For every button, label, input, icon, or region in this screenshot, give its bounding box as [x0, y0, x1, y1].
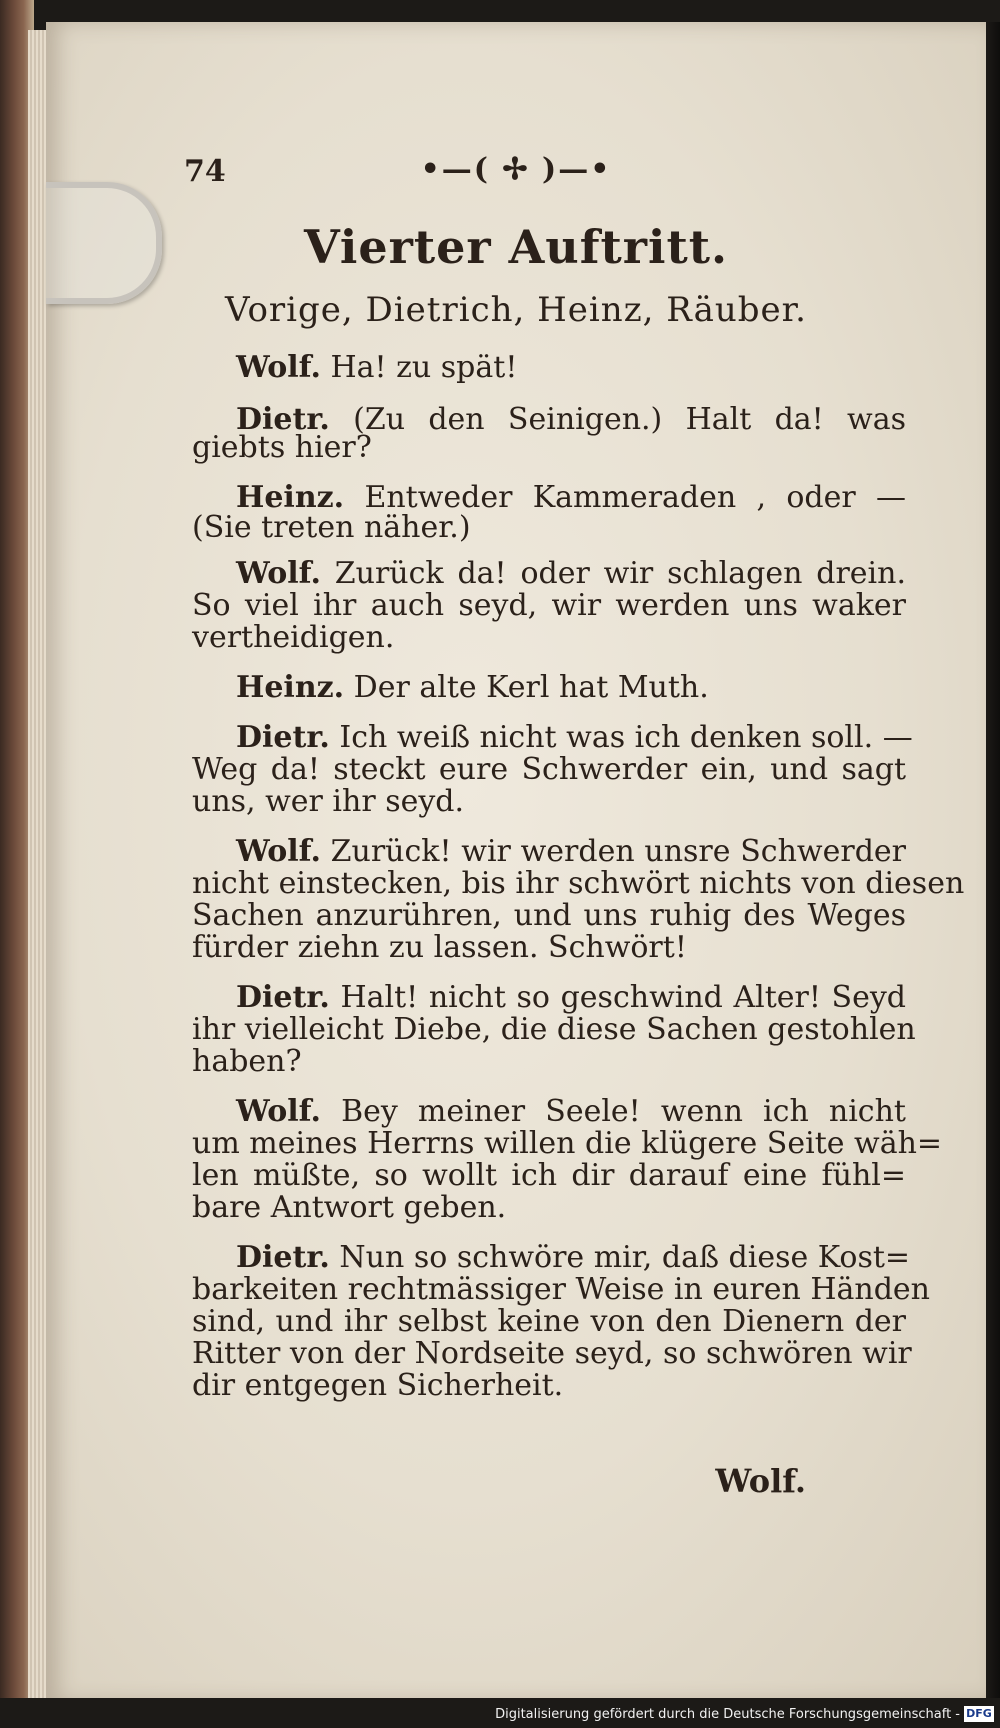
dialogue-line — [192, 1160, 906, 1192]
speaker-name: Dietr. — [236, 980, 330, 1015]
dialogue-line — [236, 1240, 911, 1275]
line-text: vertheidigen. — [192, 620, 395, 655]
dialogue-line — [236, 558, 906, 590]
dialogue-line — [236, 720, 913, 755]
line-text: Nun so schwöre mir, daß diese Kost= — [339, 1240, 911, 1275]
line-text: Sachen anzurühren, und uns ruhig des Weges — [192, 898, 906, 933]
header-ornament: •—( ✢ )—• — [420, 152, 612, 187]
book-page — [46, 22, 986, 1702]
line-text: um meines Herrns willen die klügere Seite wäh= — [192, 1126, 943, 1161]
line-text: barkeiten rechtmässiger Weise in euren Händen — [192, 1272, 931, 1307]
line-text: len müßte, so wollt ich dir darauf eine fühl= — [192, 1158, 906, 1193]
digitization-credit: Digitalisierung gefördert durch die Deutsche Forschungsgemeinschaft - — [495, 1707, 960, 1722]
speaker-name: Wolf. — [236, 350, 321, 385]
line-text: uns, wer ihr seyd. — [192, 784, 465, 819]
dfg-logo: DFG — [964, 1706, 994, 1722]
line-text: (Sie treten näher.) — [192, 510, 471, 545]
speaker-name: Wolf. — [236, 834, 321, 869]
dialogue-line — [192, 1336, 912, 1371]
line-text: ihr vielleicht Diebe, die diese Sachen gestohlen — [192, 1012, 916, 1047]
dialogue-line — [192, 1306, 906, 1338]
dialogue-line — [192, 900, 906, 932]
dialogue-line — [192, 432, 906, 464]
dialogue-line — [192, 1370, 906, 1402]
line-text: Zurück! wir werden unsre Schwerder — [330, 834, 906, 869]
line-text: Entweder Kammeraden , oder — — [364, 480, 906, 515]
dialogue-line — [236, 672, 906, 704]
line-text: bare Antwort geben. — [192, 1190, 507, 1225]
dialogue-line — [192, 512, 906, 544]
dialogue-line — [192, 590, 906, 622]
dialogue-line — [192, 1046, 906, 1078]
line-text: giebts hier? — [192, 430, 372, 465]
speaker-name: Dietr. — [236, 720, 330, 755]
scene-heading: Vierter Auftritt. — [303, 220, 728, 274]
page-text — [46, 22, 986, 1702]
dialogue-line — [192, 622, 906, 654]
page-number: 74 — [184, 154, 226, 189]
line-text: dir entgegen Sicherheit. — [192, 1368, 564, 1403]
dialogue-line — [192, 1012, 916, 1047]
line-text: Zurück da! oder wir schlagen drein. — [334, 556, 906, 591]
line-text: Ha! zu spät! — [330, 350, 518, 385]
line-text: Der alte Kerl hat Muth. — [353, 670, 709, 705]
footer-bar — [0, 1698, 1000, 1728]
line-text: Ritter von der Nordseite seyd, so schwören wir — [192, 1336, 912, 1371]
line-text: haben? — [192, 1044, 302, 1079]
dialogue-line — [192, 932, 906, 964]
catchword: Wolf. — [715, 1462, 806, 1500]
dialogue-line — [236, 352, 906, 384]
dialogue-line — [192, 866, 965, 901]
speaker-name: Dietr. — [236, 1240, 330, 1275]
dialogue-line — [192, 1272, 931, 1307]
line-text: Halt! nicht so geschwind Alter! Seyd — [340, 980, 906, 1015]
dialogue-line — [192, 1126, 943, 1161]
speaker-name: Dietr. — [236, 402, 330, 437]
dialogue-line — [192, 786, 906, 818]
line-text: So viel ihr auch seyd, wir werden uns waker — [192, 588, 906, 623]
line-text: nicht einstecken, bis ihr schwört nichts von diesen — [192, 866, 965, 901]
speaker-name: Wolf. — [236, 556, 321, 591]
dialogue-line — [236, 836, 906, 868]
line-text: Bey meiner Seele! wenn ich nicht — [341, 1094, 906, 1129]
line-text: (Zu den Seinigen.) Halt da! was — [353, 402, 906, 437]
dialogue-line — [236, 982, 906, 1014]
speaker-name: Wolf. — [236, 1094, 321, 1129]
line-text: fürder ziehn zu lassen. Schwört! — [192, 930, 687, 965]
dialogue-line — [192, 754, 906, 786]
page-edge-shadow — [986, 22, 1000, 1702]
dialogue-line — [236, 1096, 906, 1128]
line-text: Ich weiß nicht was ich denken soll. — — [339, 720, 913, 755]
line-text: sind, und ihr selbst keine von den Dienern der — [192, 1304, 906, 1339]
speaker-name: Heinz. — [236, 670, 345, 705]
scene-persons: Vorige, Dietrich, Heinz, Räuber. — [225, 290, 807, 330]
speaker-name: Heinz. — [236, 480, 345, 515]
line-text: Weg da! steckt eure Schwerder ein, und sagt — [192, 752, 906, 787]
dialogue-line — [192, 1192, 906, 1224]
